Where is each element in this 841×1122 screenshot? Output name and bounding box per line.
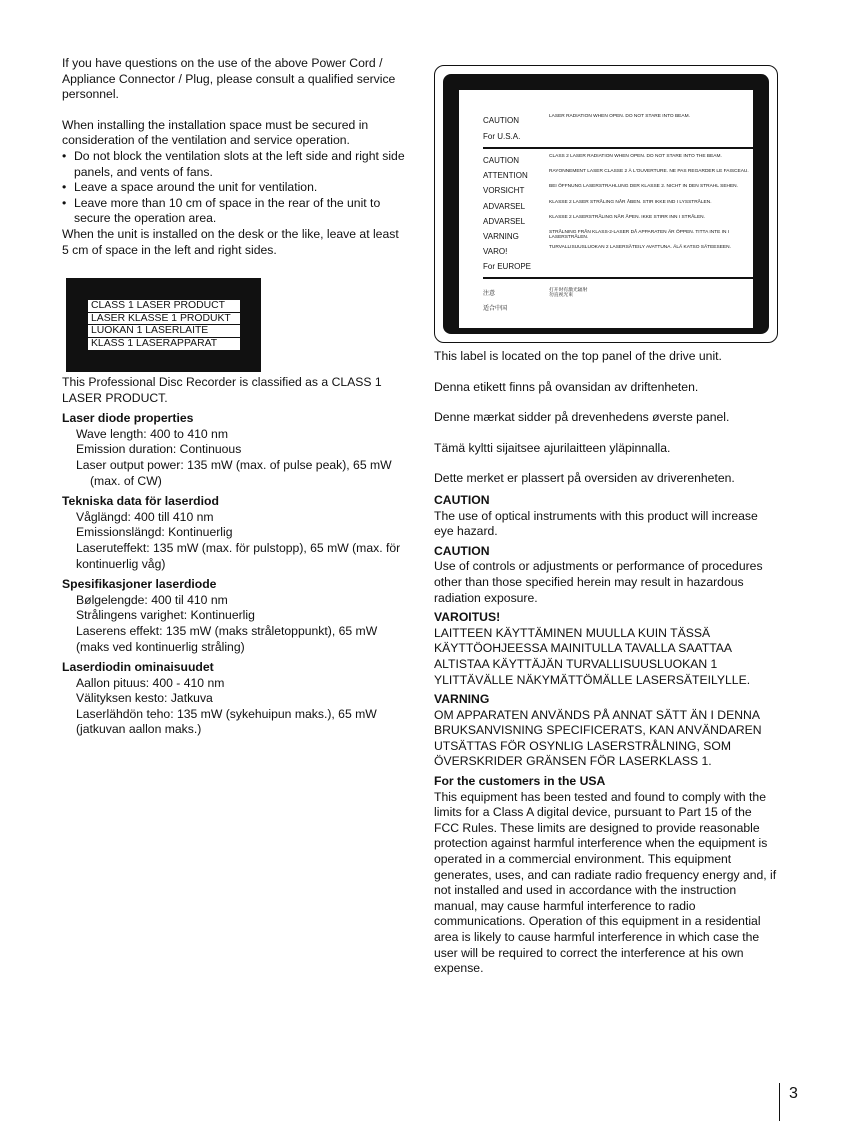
label-value: RAYONNEMENT LASER CLASSE 2 À L'OUVERTURE. NE PAS REGARDER LE FAISCEAU. [549,169,749,174]
label-key: VARO! [483,247,508,256]
property-line: Laseruteffekt: 135 mW (max. för pulstopp), 65 mW (max. för kontinuerlig våg) [76,540,401,571]
varning-heading: VARNING [434,692,490,707]
label-key: ATTENTION [483,171,528,180]
label-key: ADVARSEL [483,202,526,211]
property-line: Aallon pituus: 400 - 410 nm [76,675,225,690]
label-location: Denna etikett finns på ovansidan av driftenheten. [434,379,699,394]
laser-section [62,494,407,572]
classification-note: This Professional Disc Recorder is classified as a CLASS 1 LASER PRODUCT. [62,375,382,405]
property-line: Strålingens varighet: Kontinuerlig [76,608,255,623]
label-location: Dette merket er plassert på oversiden av driverenheten. [434,471,735,486]
list-item: • Do not block the ventilation slots at the left side and right side panels, and vents of fans. [62,149,407,180]
property-line: Laser output power: 135 mW (max. of pulse peak), 65 mW (max. of CW) [76,457,392,488]
laser-section [62,411,407,489]
laser-section [62,660,407,738]
label-key: VARNING [483,232,519,241]
varoitus-text: LAITTEEN KÄYTTÄMINEN MUULLA KUIN TÄSSÄ KÄYTTÖOHJEESSA MAINITULLA TAVALLA SAATTAA ALTISTAA KÄYTTÄJÄN TURVALLISUUSLUOKAN 1 YLITTÄVÄLLE NÄKYMÄTTÖMÄLLE LASERSÄTEILYLLE. [434,625,751,687]
region-china: 适合中国 [483,306,508,312]
label-key: CAUTION [483,156,519,165]
laser-warning-label [434,65,778,343]
region-usa: For U.S.A. [483,132,521,141]
list-item: • Leave more than 10 cm of space in the rear of the unit to secure the operation area. [62,196,407,227]
label-code: 3-270-597-01 [718,316,749,323]
caution-text: The use of optical instruments with this product will increase eye hazard. [434,508,758,539]
section-heading: Tekniska data för laserdiod [62,494,219,509]
fcc-text: This equipment has been tested and found to comply with the limits for a Class A digital device, pursuant to Part 15 of the FCC Rules. These limits are designed to provide reasonable protection against harmful interference when the equipment is operated in a commercial environment. This equipment generates, uses, and can radiate radio frequency energy and, if not installed and used in accordance with the instruction manual, may cause harmful interference to radio communications. Operation of this equipment in a residential area is likely to cause harmful interference in which case the user will be required to correct the interference at his own expense. [434,789,777,976]
label-value: 打开时有激光辐射 勿直视光束 [549,288,588,299]
label-key: CAUTION [483,116,519,125]
property-line: Laserlähdön teho: 135 mW (sykehuipun maks.), 65 mW (jatkuvan aallon maks.) [76,706,377,737]
label-value: KLASSE 2 LASER STRÅLING NÅR ÅBEN. STIR IKKE IND I LYSSTRÅLEN. [549,200,712,205]
label-value: STRÅLNING FRÅN KLASS-2-LASER DÅ APPARATEN ÄR ÖPPEN. TITTA INTE IN I LASERSTRÅLEN. [549,230,730,241]
region-europe: For EUROPE [483,262,532,271]
property-line: Emissionslängd: Kontinuerlig [76,525,233,540]
class1-laser-label [66,278,261,372]
laser-label-line: CLASS 1 LASER PRODUCT [88,300,240,313]
caution-heading: CAUTION [434,543,490,558]
varning-text: OM APPARATEN ANVÄNDS PÅ ANNAT SÄTT ÄN I DENNA BRUKSANVISNING SPECIFICERATS, KAN ANVÄNDAREN UTSÄTTAS FÖR OSYNLIG LASERSTRÅLNING, SOM ÖVERSKRIDER GRÄNSEN FÖR LASERKLASS 1. [434,707,762,769]
property-line: Bølgelengde: 400 til 410 nm [76,592,228,607]
laser-label-line: LASER KLASSE 1 PRODUKT [88,313,240,326]
divider [483,147,769,149]
property-line: Emission duration: Continuous [76,442,242,457]
page-number: 3 [779,1083,798,1121]
label-location: Denne mærkat sidder på drevenhedens øverste panel. [434,410,730,425]
desk-note: When the unit is installed on the desk or the like, leave at least 5 cm of space in the left and right sides. [62,226,399,257]
label-key: 注意 [483,291,496,297]
left-column [62,56,407,258]
label-key: VORSICHT [483,186,525,195]
fcc-heading: For the customers in the USA [434,774,606,789]
property-line: Laserens effekt: 135 mW (maks stråletoppunkt), 65 mW (maks ved kontinuerlig stråling) [76,623,378,654]
laser-label-line: LUOKAN 1 LASERLAITE [88,325,240,338]
caution-text: Use of controls or adjustments or performance of procedures other than those specified herein may result in hazardous radiation exposure. [434,559,763,605]
section-heading: Laserdiodin ominaisuudet [62,660,214,675]
divider [483,277,769,279]
property-line: Våglängd: 400 till 410 nm [76,509,214,524]
label-value: TURVALLISUUSLUOKAN 2 LASERSÄTEILY AVATTUNA. ÄLÄ KATSO SÄTEESEEN. [549,245,731,250]
label-value: KLASSE 2 LASERSTRÅLING NÅR ÅPEN. IKKE STIRR INN I STRÅLEN. [549,215,705,220]
section-heading: Spesifikasjoner laserdiode [62,577,217,592]
property-line: Wave length: 400 to 410 nm [76,426,228,441]
label-location: This label is located on the top panel of the drive unit. [434,349,722,363]
varoitus-heading: VAROITUS! [434,610,501,625]
laser-section [62,577,407,655]
list-item: • Leave a space around the unit for ventilation. [62,180,407,196]
label-value: BEI ÖFFNUNG LASERSTRAHLUNG DER KLASSE 2. NICHT IN DEN STRAHL SEHEN. [549,184,738,189]
label-value: CLASS 2 LASER RADIATION WHEN OPEN. DO NOT STARE INTO THE BEAM. [549,154,722,159]
laser-label-line: KLASS 1 LASERAPPARAT [91,337,218,349]
section-heading: Laser diode properties [62,411,194,426]
right-column [434,349,779,977]
laser-properties [62,375,407,738]
label-value: LASER RADIATION WHEN OPEN. DO NOT STARE INTO BEAM. [549,114,690,119]
property-line: Välityksen kesto: Jatkuva [76,691,213,706]
power-cord-note: If you have questions on the use of the above Power Cord / Appliance Connector / Plug, please consult a qualified service personnel. [62,56,396,102]
label-key: ADVARSEL [483,217,526,226]
label-location: Tämä kyltti sijaitsee ajurilaitteen yläpinnalla. [434,440,671,455]
installation-bullets [62,149,407,227]
installation-note: When installing the installation space must be secured in consideration of the ventilation and service operation. [62,117,369,148]
caution-heading: CAUTION [434,492,490,507]
